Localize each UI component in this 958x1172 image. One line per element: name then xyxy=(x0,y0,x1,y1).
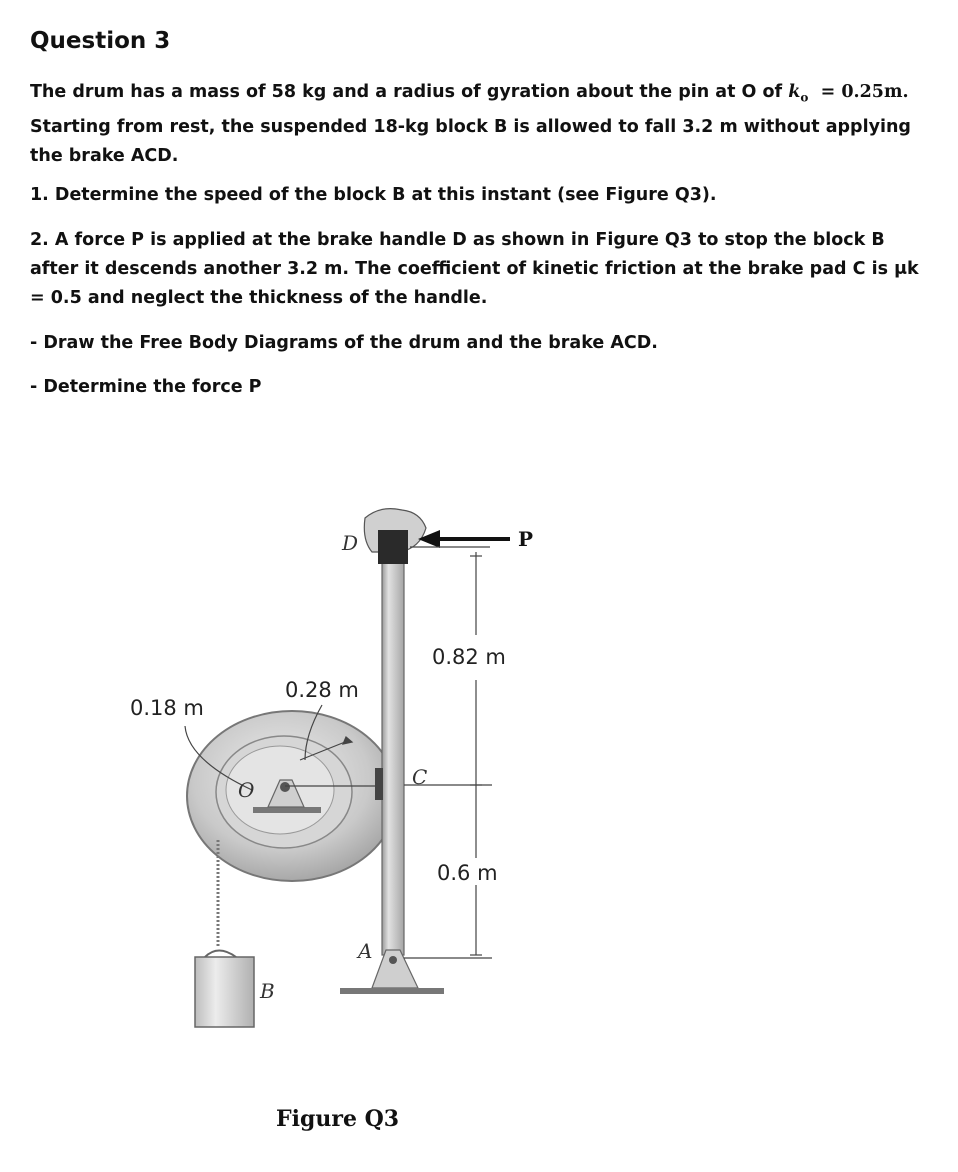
pin-o xyxy=(280,782,290,792)
part-2: 2. A force P is applied at the brake handle D as shown in Figure Q3 to stop the block B after it descends another 3.2 m. The coefficient of kinetic friction at the brake pad C is μk = 0.5 and neglect the thickness of the handle. xyxy=(30,230,919,308)
label-o: O xyxy=(238,778,255,802)
brake-pad-c xyxy=(375,768,383,800)
figure-caption: Figure Q3 xyxy=(276,1106,400,1132)
brake-bar xyxy=(364,509,426,955)
question-title: Question 3 xyxy=(30,28,171,54)
drum xyxy=(187,711,397,881)
support-a xyxy=(340,950,444,994)
label-b: B xyxy=(260,979,275,1003)
k-symbol: k xyxy=(788,82,801,102)
dim-inner-radius: 0.28 m xyxy=(285,678,359,702)
intro-after-k: Starting from rest, the suspended 18-kg block B is allowed to fall 3.2 m without applying the brake ACD. xyxy=(30,116,911,166)
dim-upper-length: 0.82 m xyxy=(432,645,506,669)
intro-before-k: The drum has a mass of 58 kg and a radius of gyration about the pin at O of xyxy=(30,82,783,102)
label-c: C xyxy=(412,765,428,789)
task-fbd: - Draw the Free Body Diagrams of the drum and the brake ACD. xyxy=(30,333,658,353)
dim-lower-length: 0.6 m xyxy=(437,861,498,885)
dim-outer-radius: 0.18 m xyxy=(130,696,204,720)
task-force: - Determine the force P xyxy=(30,377,262,397)
part-1: 1. Determine the speed of the block B at this instant (see Figure Q3). xyxy=(30,185,717,205)
k-subscript: o xyxy=(800,90,809,105)
label-a: A xyxy=(358,939,373,963)
k-value: = 0.25m. xyxy=(820,82,909,102)
label-d: D xyxy=(342,531,359,555)
block-b xyxy=(195,951,254,1028)
label-p: P xyxy=(518,527,534,551)
